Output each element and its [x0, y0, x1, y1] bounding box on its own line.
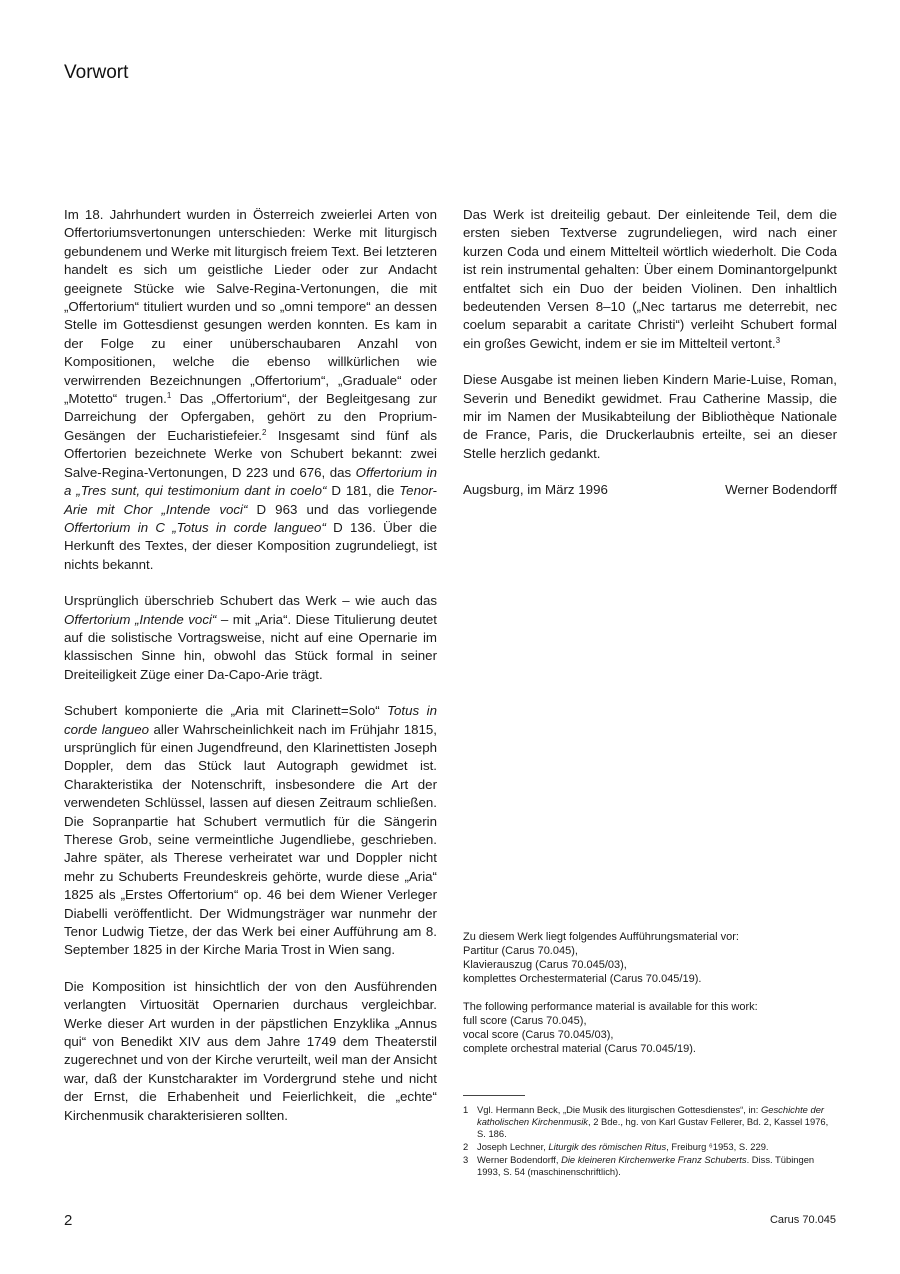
paragraph-5: Das Werk ist dreiteilig gebaut. Der einleitende Teil, dem die ersten sieben Textverse zugrundeliegen, wird nach einer kurzen Coda und einem Mittelteil wörtlich wiederholt. Die Coda ist rein instrumental gehalten: Über einem Dominantorgelpunkt entfaltet sich ein Duo der beiden Violinen. Den inhaltlich bedeutenden Versen 8–10 („Nec tartarus me deterrebit, nec coelum separabit a caritate Christi“) verleiht Schubert formal ein großes Gewicht, indem er sie im Mittelteil vertont.$^3$	[463, 207, 837, 351]
page-number: 2	[64, 1212, 73, 1229]
paragraph-4: Die Komposition ist hinsichtlich der von den Ausführenden verlangten Virtuosität Opernarien durchaus vergleichbar. Werke dieser Art wurden in der päpstlichen Enzyklika „Annus qui“ von Benedikt XIV aus dem Jahre 1749 dem Theaterstil zugerechnet und von der Kirche verurteilt, weil man der Ansicht war, daß der Kunstcharakter im Vordergrund stehe und nicht der Ernst, die Erhabenheit und Feierlichkeit, die „echte“ Kirchenmusik charakterisieren sollten.	[64, 978, 437, 1123]
page-title: Vorwort	[64, 62, 129, 83]
paragraph-2: Ursprünglich überschrieb Schubert das Werk – wie auch das Offertorium „Intende voci“ – mit „Aria“. Diese Titulierung deutet auf die solistische Vortragsweise, nicht auf eine Opernarie im klassischen Sinne hin, obwohl das Stück formal in seiner Dreiteiligkeit Züge einer Da-Capo-Arie trägt.	[64, 593, 437, 682]
material-english: The following performance material is available for this work: full score (Carus 70.045), vocal score (Carus 70.045/03), complete orchestral material (Carus 70.045/19).	[463, 1001, 758, 1055]
author-name: Werner Bodendorff	[725, 482, 837, 498]
footnote: 1 Vgl. Hermann Beck, „Die Musik des liturgischen Gottesdienstes“, in: Geschichte der katholischen Kirchenmusik, 2 Bde., hg. von Karl Gustav Fellerer, Bd. 2, Kassel 1976, S. 186.	[463, 1104, 829, 1139]
right-column	[463, 206, 837, 500]
paragraph-1: Im 18. Jahrhundert wurden in Österreich zweierlei Arten von Offertoriumsvertonungen unterschieden: Werke mit liturgisch gebundenem und Werke mit liturgisch freiem Text. Bei letzteren handelt es sich um geistliche Lieder oder zur Andacht geeignete Stücke wie Salve-Regina-Vertonungen, die mit „Offertorium“ tituliert wurden und so „omni tempore“ an dessen Stelle im Gottesdienst gesungen werden konnten. Es kam in der Folge zu einer unüberschaubaren Anzahl von Kompositionen, welche die ebenso willkürlichen wie verwirrenden Bezeichnungen „Offertorium“, „Graduale“ oder „Motetto“ trugen.$^1$ Das „Offertorium“, der Begleitgesang zur Darreichung der Opfergaben, gehört zu den Proprium-Gesängen der Eucharistiefeier.$^2$ Insgesamt sind fünf als Offertorien bezeichnete Werke von Schubert bekannt: zwei Salve-Regina-Vertonungen, D 223 und 676, das Offertorium in a „Tres sunt, qui testimonium dant in coelo“ D 181, die Tenor-Arie mit Chor „Intende voci“ D 963 und das vorliegende Offertorium in C „Totus in corde langueo“ D 136. Über die Herkunft des Textes, der dieser Komposition zugrundeliegt, ist nichts bekannt.	[64, 207, 438, 572]
dedication-paragraph: Diese Ausgabe ist meinen lieben Kindern Marie-Luise, Roman, Severin und Benedikt gewidmet. Frau Catherine Massip, die mir im Namen der Musikabteilung der Bibliothèque Nationale de France, Paris, die Druckerlaubnis erteilte, sei an dieser Stelle herzlich gedankt.	[463, 372, 837, 461]
footnote: 2 Joseph Lechner, Liturgik des römischen Ritus, Freiburg ⁶1953, S. 229.	[463, 1141, 769, 1152]
paragraph-3: Schubert komponierte die „Aria mit Clarinett=Solo“ Totus in corde langueo aller Wahrscheinlichkeit nach im Frühjahr 1815, ursprünglich für einen Jugendfreund, den Klarinettisten Joseph Doppler, dem das Stück laut Autograph gewidmet ist. Charakteristika der Notenschrift, insbesondere die Art der verwendeten Schlüssel, lassen auf diesen Zeitraum schließen. Die Sopranpartie hat Schubert vermutlich für die Sängerin Therese Grob, seine vermeintliche Jugendliebe, geschrieben. Jahre später, als Therese verheiratet war und Doppler nicht mehr zu Schuberts Freundeskreis gehörte, wurde diese „Aria“ 1825 als „Erstes Offertorium“ op. 46 bei dem Wiener Verleger Diabelli veröffentlicht. Der Widmungsträger war nunmehr der Tenor Ludwig Tietze, der das Werk bei einer Aufführung am 8. September 1825 in der Kirche Maria Trost in Wien sang.	[64, 703, 438, 958]
footnote-ref-3: 3	[775, 335, 781, 345]
left-column	[64, 206, 437, 1143]
footnotes	[463, 1104, 837, 1179]
place-date: Augsburg, im März 1996	[463, 482, 608, 498]
material-german: Zu diesem Werk liegt folgendes Aufführungsmaterial vor: Partitur (Carus 70.045), Klavierauszug (Carus 70.045/03), komplettes Orchestermaterial (Carus 70.045/19).	[463, 931, 739, 985]
footnote-ref-1: 1	[166, 391, 172, 401]
performance-material	[463, 930, 837, 1070]
footnote: 3 Werner Bodendorff, Die kleineren Kirchenwerke Franz Schuberts. Diss. Tübingen 1993, S. 54 (maschinenschriftlich).	[463, 1154, 815, 1177]
footnote-divider	[463, 1095, 525, 1096]
signature-line	[463, 481, 837, 499]
catalog-number: Carus 70.045	[769, 1214, 836, 1226]
footnote-ref-2: 2	[262, 427, 267, 437]
